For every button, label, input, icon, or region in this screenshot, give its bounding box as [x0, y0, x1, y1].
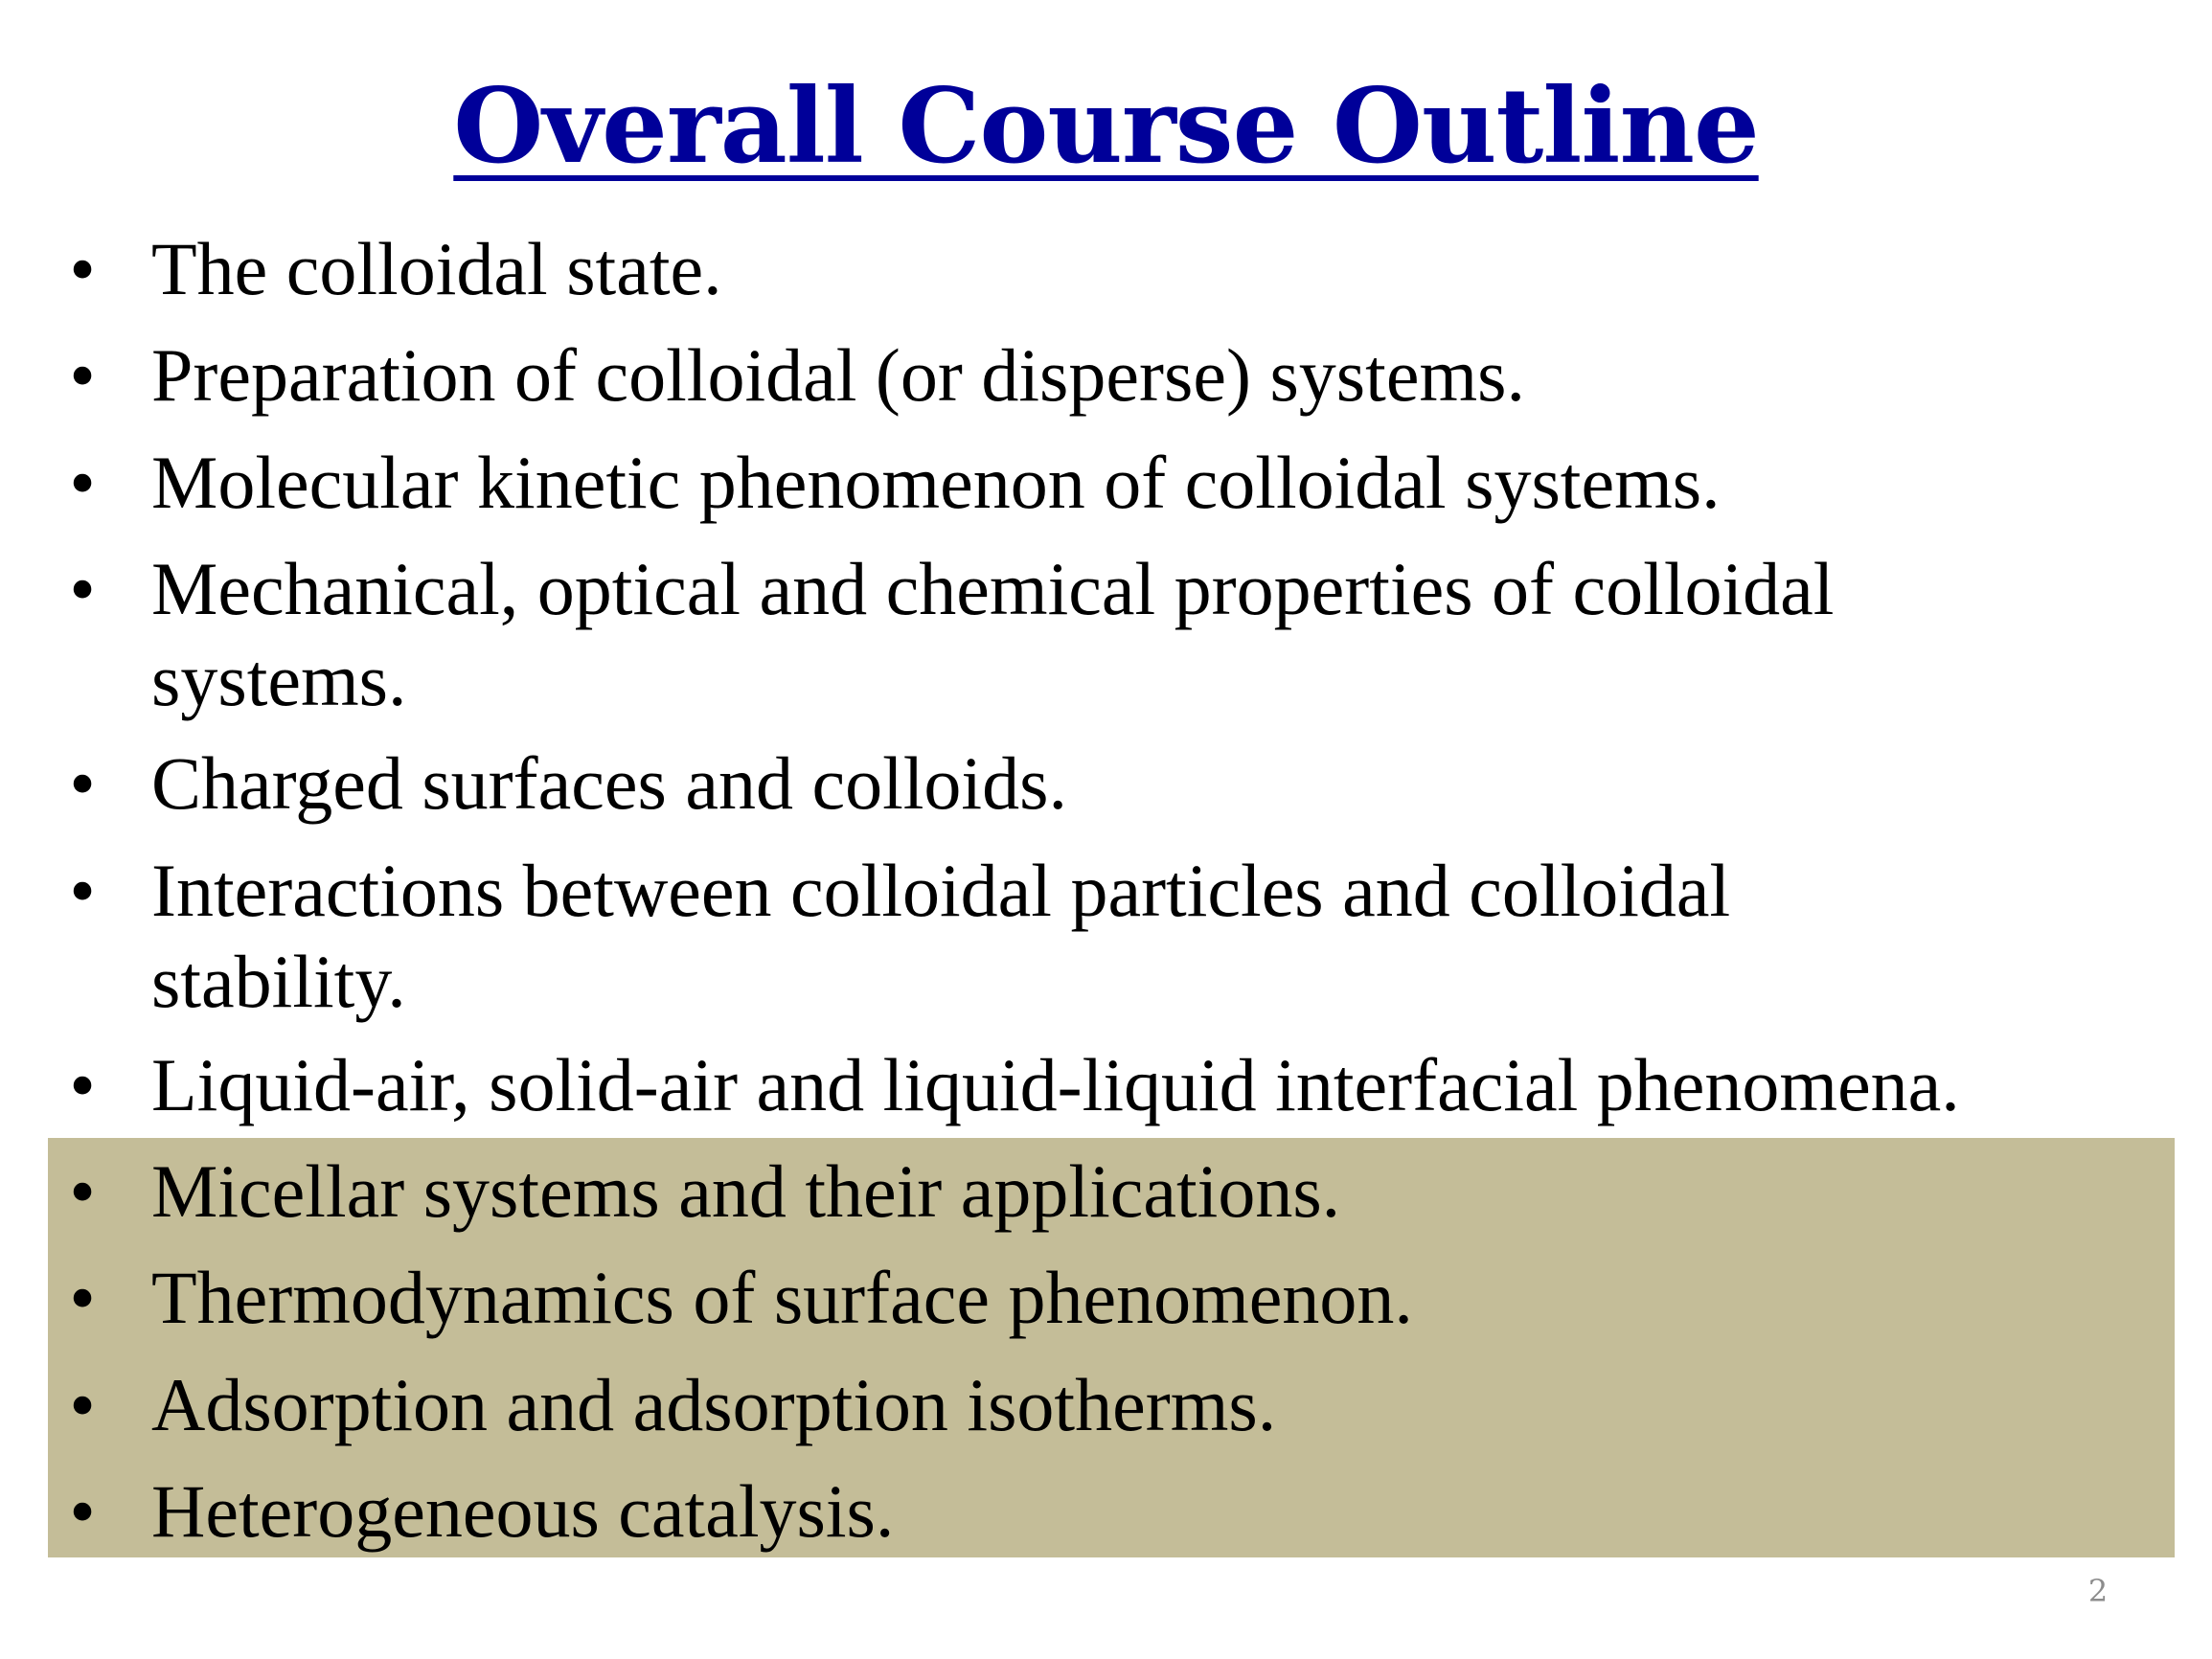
- bullet-icon: •: [69, 1256, 96, 1339]
- bullet-icon: •: [69, 1363, 96, 1446]
- list-item-text: Mechanical, optical and chemical properties of colloidal systems.: [151, 547, 1835, 721]
- bullet-icon: •: [69, 849, 96, 932]
- list-item-text: Heterogeneous catalysis.: [151, 1469, 895, 1553]
- list-item-text: Charged surfaces and colloids.: [151, 741, 1067, 825]
- list-item-text: The colloidal state.: [151, 227, 722, 310]
- bullet-icon: •: [69, 1149, 96, 1233]
- list-item-text: Liquid-air, solid-air and liquid-liquid interfacial phenomena.: [151, 1043, 1960, 1126]
- bullet-icon: •: [69, 333, 96, 417]
- list-item-text: Micellar systems and their applications.: [151, 1149, 1341, 1233]
- page-number: 2: [2087, 1573, 2109, 1609]
- list-item-text: Interactions between colloidal particles and colloidal stability.: [151, 849, 1731, 1023]
- list-item-text: Adsorption and adsorption isotherms.: [151, 1363, 1277, 1446]
- bullet-icon: •: [69, 547, 96, 630]
- bullet-icon: •: [69, 441, 96, 524]
- list-item-text: Molecular kinetic phenomenon of colloidal systems.: [151, 441, 1721, 524]
- bullet-icon: •: [69, 1469, 96, 1553]
- bullet-icon: •: [69, 227, 96, 310]
- bullet-icon: •: [69, 1043, 96, 1126]
- slide-title-text: Overall Course Outline: [453, 66, 1759, 187]
- list-item-text: Thermodynamics of surface phenomenon.: [151, 1256, 1413, 1339]
- list-item-text: Preparation of colloidal (or disperse) systems.: [151, 333, 1525, 417]
- bullet-icon: •: [69, 741, 96, 825]
